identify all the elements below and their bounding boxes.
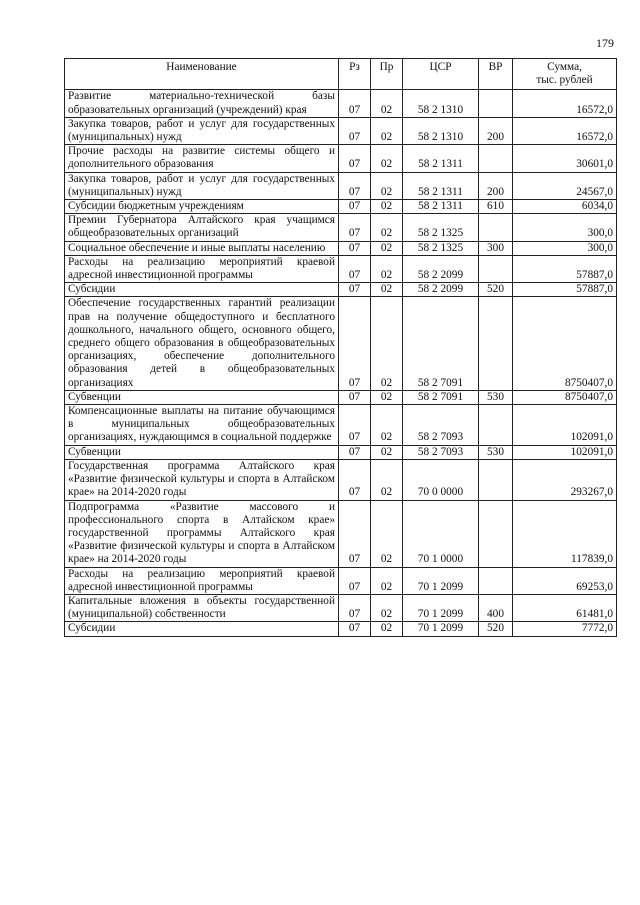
cell-pr: 02 xyxy=(371,500,403,567)
cell-vr xyxy=(479,567,513,594)
cell-rz: 07 xyxy=(339,117,371,144)
cell-name: Прочие расходы на развитие системы общего и дополнительного образования xyxy=(65,145,339,172)
header-vr: ВР xyxy=(479,59,513,90)
cell-rz: 07 xyxy=(339,405,371,446)
cell-vr: 300 xyxy=(479,241,513,255)
header-sum xyxy=(513,59,617,90)
cell-name: Закупка товаров, работ и услуг для государственных (муниципальных) нужд xyxy=(65,172,339,199)
cell-pr: 02 xyxy=(371,145,403,172)
cell-name: Расходы на реализацию мероприятий краевой адресной инвестиционной программы xyxy=(65,255,339,282)
table-row xyxy=(65,255,617,282)
cell-pr: 02 xyxy=(371,445,403,459)
cell-pr: 02 xyxy=(371,283,403,297)
cell-name: Развитие материально-технической базы образовательных организаций (учреждений) края xyxy=(65,90,339,117)
cell-sum: 57887,0 xyxy=(513,255,617,282)
table-row xyxy=(65,390,617,404)
cell-pr: 02 xyxy=(371,622,403,636)
cell-vr: 610 xyxy=(479,200,513,214)
table-row xyxy=(65,241,617,255)
cell-sum: 57887,0 xyxy=(513,283,617,297)
cell-pr: 02 xyxy=(371,90,403,117)
cell-vr xyxy=(479,500,513,567)
table-row xyxy=(65,297,617,390)
cell-vr xyxy=(479,90,513,117)
cell-sum: 16572,0 xyxy=(513,90,617,117)
cell-rz: 07 xyxy=(339,622,371,636)
cell-csr: 58 2 7091 xyxy=(403,390,479,404)
cell-csr: 58 2 7093 xyxy=(403,405,479,446)
cell-rz: 07 xyxy=(339,90,371,117)
cell-name: Субвенции xyxy=(65,445,339,459)
cell-sum: 30601,0 xyxy=(513,145,617,172)
cell-pr: 02 xyxy=(371,405,403,446)
header-sum-line1: Сумма, xyxy=(547,61,582,73)
cell-name: Капитальные вложения в объекты государственной (муниципальной) собственности xyxy=(65,594,339,621)
table-row xyxy=(65,500,617,567)
cell-vr: 530 xyxy=(479,445,513,459)
cell-pr: 02 xyxy=(371,117,403,144)
cell-csr: 58 2 1310 xyxy=(403,117,479,144)
cell-sum: 69253,0 xyxy=(513,567,617,594)
budget-table xyxy=(64,58,617,637)
table-row xyxy=(65,567,617,594)
cell-rz: 07 xyxy=(339,200,371,214)
cell-rz: 07 xyxy=(339,145,371,172)
table-row xyxy=(65,214,617,241)
cell-pr: 02 xyxy=(371,200,403,214)
cell-pr: 02 xyxy=(371,594,403,621)
table-row xyxy=(65,405,617,446)
cell-sum: 16572,0 xyxy=(513,117,617,144)
cell-rz: 07 xyxy=(339,445,371,459)
header-csr: ЦСР xyxy=(403,59,479,90)
cell-rz: 07 xyxy=(339,390,371,404)
header-pr: Пр xyxy=(371,59,403,90)
cell-sum: 300,0 xyxy=(513,241,617,255)
cell-pr: 02 xyxy=(371,459,403,500)
cell-vr: 200 xyxy=(479,172,513,199)
cell-rz: 07 xyxy=(339,567,371,594)
cell-name: Социальное обеспечение и иные выплаты населению xyxy=(65,241,339,255)
header-name: Наименование xyxy=(65,59,339,90)
cell-pr: 02 xyxy=(371,241,403,255)
cell-sum: 117839,0 xyxy=(513,500,617,567)
cell-vr: 400 xyxy=(479,594,513,621)
cell-csr: 70 1 0000 xyxy=(403,500,479,567)
cell-sum: 8750407,0 xyxy=(513,297,617,390)
cell-rz: 07 xyxy=(339,459,371,500)
cell-csr: 58 2 1325 xyxy=(403,241,479,255)
table-row xyxy=(65,172,617,199)
cell-vr xyxy=(479,145,513,172)
table-row xyxy=(65,459,617,500)
cell-sum: 102091,0 xyxy=(513,445,617,459)
cell-name: Государственная программа Алтайского края «Развитие физической культуры и спорта в Алтайском крае» на 2014-2020 годы xyxy=(65,459,339,500)
cell-rz: 07 xyxy=(339,594,371,621)
cell-csr: 58 2 2099 xyxy=(403,255,479,282)
cell-pr: 02 xyxy=(371,297,403,390)
table-header-row xyxy=(65,59,617,90)
cell-rz: 07 xyxy=(339,172,371,199)
page-number: 179 xyxy=(596,36,614,50)
cell-csr: 70 1 2099 xyxy=(403,567,479,594)
cell-rz: 07 xyxy=(339,214,371,241)
table-row xyxy=(65,445,617,459)
cell-sum: 300,0 xyxy=(513,214,617,241)
table-row xyxy=(65,622,617,636)
table-row xyxy=(65,200,617,214)
cell-csr: 58 2 1311 xyxy=(403,145,479,172)
cell-sum: 61481,0 xyxy=(513,594,617,621)
cell-name: Обеспечение государственных гарантий реализации прав на получение общедоступного и бесплатного дошкольного, начального общего, основного общего, среднего общего образования в общеобразовательных организациях, обеспечение дополнительного образования детей в общеобразовательных организациях xyxy=(65,297,339,390)
table-row xyxy=(65,145,617,172)
table-row xyxy=(65,594,617,621)
cell-name: Премии Губернатора Алтайского края учащимся общеобразовательных организаций xyxy=(65,214,339,241)
header-rz: Рз xyxy=(339,59,371,90)
table-row xyxy=(65,283,617,297)
cell-name: Субсидии xyxy=(65,283,339,297)
cell-vr xyxy=(479,459,513,500)
cell-pr: 02 xyxy=(371,567,403,594)
cell-vr: 520 xyxy=(479,622,513,636)
cell-sum: 7772,0 xyxy=(513,622,617,636)
cell-csr: 58 2 1325 xyxy=(403,214,479,241)
cell-name: Закупка товаров, работ и услуг для государственных (муниципальных) нужд xyxy=(65,117,339,144)
cell-csr: 70 0 0000 xyxy=(403,459,479,500)
table-body xyxy=(65,90,617,636)
cell-vr: 200 xyxy=(479,117,513,144)
cell-vr xyxy=(479,297,513,390)
cell-csr: 70 1 2099 xyxy=(403,594,479,621)
cell-vr xyxy=(479,255,513,282)
cell-pr: 02 xyxy=(371,390,403,404)
cell-pr: 02 xyxy=(371,214,403,241)
cell-csr: 58 2 2099 xyxy=(403,283,479,297)
cell-csr: 58 2 1311 xyxy=(403,172,479,199)
cell-sum: 293267,0 xyxy=(513,459,617,500)
cell-vr xyxy=(479,405,513,446)
cell-vr xyxy=(479,214,513,241)
table-row xyxy=(65,90,617,117)
cell-pr: 02 xyxy=(371,255,403,282)
cell-name: Расходы на реализацию мероприятий краевой адресной инвестиционной программы xyxy=(65,567,339,594)
cell-rz: 07 xyxy=(339,283,371,297)
cell-rz: 07 xyxy=(339,500,371,567)
cell-rz: 07 xyxy=(339,255,371,282)
cell-name: Подпрограмма «Развитие массового и профессионального спорта в Алтайском крае» государственной программы Алтайского края «Развитие физической культуры и спорта в Алтайском крае» на 2014-2020 годы xyxy=(65,500,339,567)
cell-csr: 58 2 1310 xyxy=(403,90,479,117)
cell-rz: 07 xyxy=(339,241,371,255)
header-sum-line2: тыс. рублей xyxy=(536,74,593,87)
cell-name: Субсидии xyxy=(65,622,339,636)
cell-csr: 58 2 7091 xyxy=(403,297,479,390)
cell-sum: 6034,0 xyxy=(513,200,617,214)
cell-sum: 8750407,0 xyxy=(513,390,617,404)
cell-csr: 58 2 1311 xyxy=(403,200,479,214)
cell-csr: 58 2 7093 xyxy=(403,445,479,459)
cell-vr: 530 xyxy=(479,390,513,404)
cell-csr: 70 1 2099 xyxy=(403,622,479,636)
table-row xyxy=(65,117,617,144)
cell-sum: 24567,0 xyxy=(513,172,617,199)
cell-name: Субвенции xyxy=(65,390,339,404)
cell-rz: 07 xyxy=(339,297,371,390)
cell-name: Субсидии бюджетным учреждениям xyxy=(65,200,339,214)
cell-sum: 102091,0 xyxy=(513,405,617,446)
cell-name: Компенсационные выплаты на питание обучающимся в муниципальных общеобразовательных организациях, нуждающимся в социальной поддержке xyxy=(65,405,339,446)
cell-pr: 02 xyxy=(371,172,403,199)
cell-vr: 520 xyxy=(479,283,513,297)
